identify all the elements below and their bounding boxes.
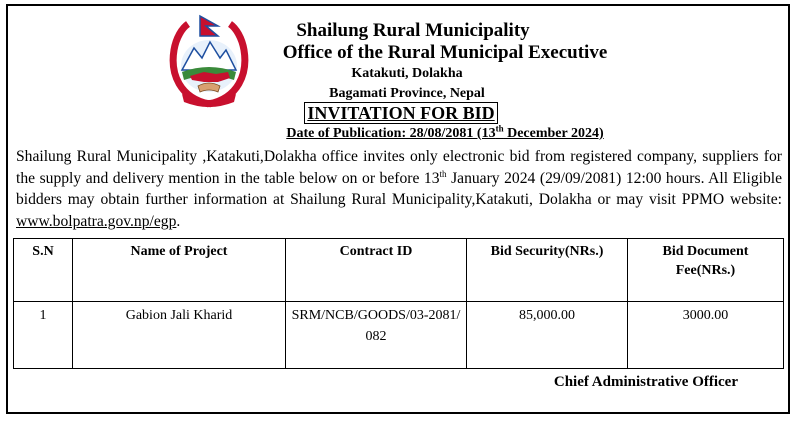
- signature: Chief Administrative Officer: [553, 374, 738, 390]
- cell-bid-security: 85,000.00: [467, 302, 628, 369]
- cell-contract-id: SRM/NCB/GOODS/03-2081/082: [286, 302, 467, 369]
- office-name: Office of the Rural Municipal Executive: [282, 42, 608, 63]
- table-row: [14, 302, 784, 369]
- table-header-row: [14, 239, 784, 302]
- municipality-name: Shailung Rural Municipality: [296, 20, 530, 41]
- publication-date: Date of Publication: 28/08/2081 (13th December 2024): [286, 123, 604, 141]
- cell-doc-fee: 3000.00: [628, 302, 784, 369]
- address-line: Katakuti, Dolakha: [351, 66, 463, 81]
- notice-title: INVITATION FOR BID: [2, 103, 798, 124]
- col-contract-id: Contract ID: [286, 239, 467, 302]
- ppmo-link[interactable]: www.bolpatra.gov.np/egp: [16, 212, 177, 230]
- col-bid-security: Bid Security(NRs.): [467, 239, 628, 302]
- bid-table: [13, 238, 784, 369]
- col-doc-fee: Bid Document Fee(NRs.): [628, 239, 784, 302]
- province-line: Bagamati Province, Nepal: [329, 86, 485, 101]
- col-project: Name of Project: [73, 239, 286, 302]
- cell-sn: 1: [14, 302, 73, 369]
- cell-project: Gabion Jali Kharid: [73, 302, 286, 369]
- col-sn: S.N: [14, 239, 73, 302]
- notice-body: Shailung Rural Municipality ,Katakuti,Dolakha office invites only electronic bid from registered company, suppliers for the supply and delivery mention in the table below on or before 13th January 2024 (29/09/2081) 12:00 hours. All Eligible bidders may obtain further information at Shailung Rural Municipality,Katakuti, Dolakha or may visit PPMO website: www.bolpatra.gov.np/egp.: [16, 148, 782, 230]
